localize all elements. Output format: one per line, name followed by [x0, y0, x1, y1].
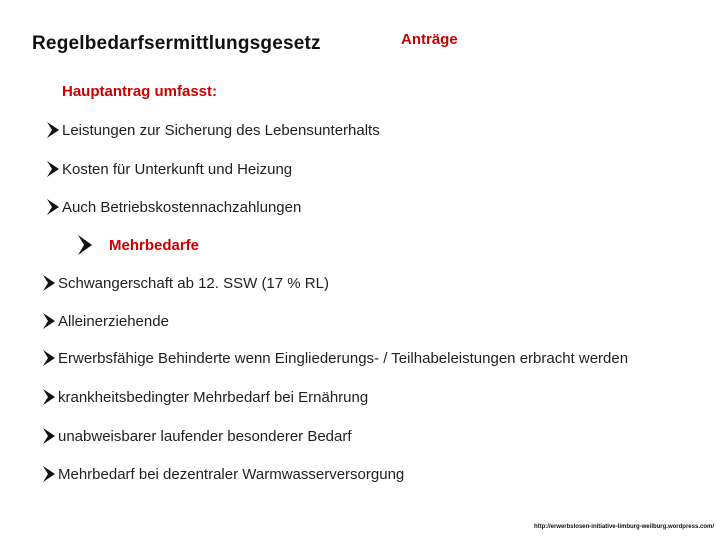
list-item: [42, 274, 329, 292]
list-item: [46, 160, 292, 178]
list-item: [46, 121, 380, 139]
arrow-bullet-icon: [46, 121, 60, 139]
list-item: [42, 465, 404, 483]
arrow-bullet-icon: [42, 349, 56, 367]
list-item-label: krankheitsbedingter Mehrbedarf bei Ernährung: [58, 388, 369, 406]
page-title: Regelbedarfsermittlungsgesetz: [32, 33, 321, 54]
page-subtitle: Anträge: [401, 31, 458, 48]
list-item-label: Schwangerschaft ab 12. SSW (17 % RL): [58, 274, 329, 292]
list-item: [42, 388, 368, 406]
list-item-label: unabweisbarer laufender besonderer Bedarf: [58, 427, 352, 445]
list-item-label: Leistungen zur Sicherung des Lebensunterhalts: [62, 121, 380, 139]
arrow-bullet-icon: [42, 312, 56, 330]
list-item: [42, 349, 628, 367]
arrow-bullet-icon: [42, 465, 56, 483]
list-item: [42, 427, 352, 445]
list-item: [46, 198, 301, 216]
arrow-bullet-icon: [77, 234, 93, 256]
list-item: [42, 312, 169, 330]
list-item-label: Mehrbedarf bei dezentraler Warmwasserversorgung: [58, 465, 405, 483]
list-item-label: Kosten für Unterkunft und Heizung: [62, 160, 293, 178]
arrow-bullet-icon: [42, 388, 56, 406]
arrow-bullet-icon: [46, 198, 60, 216]
footer-url[interactable]: http://erwerbslosen-initiative-limburg-weilburg.wordpress.com/: [533, 524, 714, 530]
main-request-heading: Hauptantrag umfasst:: [62, 83, 218, 100]
list-item-label: Auch Betriebskostennachzahlungen: [62, 198, 302, 216]
additional-needs-heading: [77, 234, 199, 256]
list-item-label: Erwerbsfähige Behinderte wenn Eingliederungs- / Teilhabeleistungen erbracht werden: [58, 349, 629, 367]
arrow-bullet-icon: [46, 160, 60, 178]
additional-needs-label: Mehrbedarfe: [109, 236, 200, 254]
arrow-bullet-icon: [42, 274, 56, 292]
arrow-bullet-icon: [42, 427, 56, 445]
list-item-label: Alleinerziehende: [58, 312, 169, 330]
